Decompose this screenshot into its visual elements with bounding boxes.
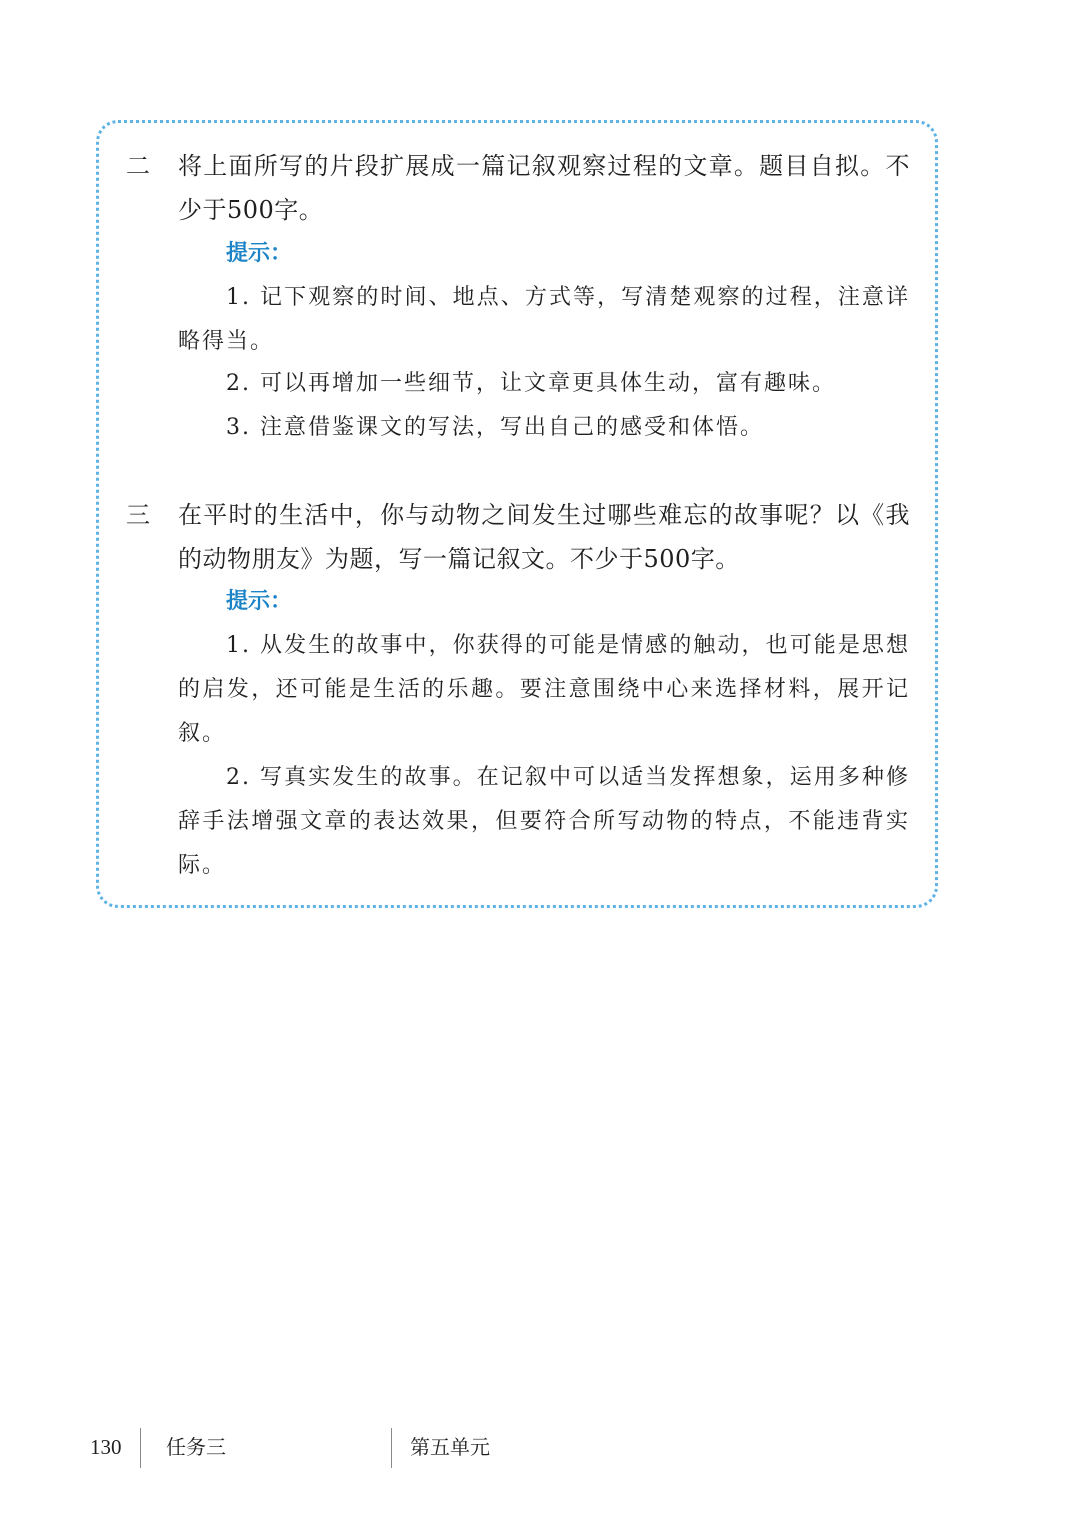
footer-divider [140,1428,141,1468]
page-number: 130 [90,1435,122,1459]
question-text: 将上面所写的片段扩展成一篇记叙观察过程的文章。题目自拟。不少于500字。 [178,152,910,224]
question-number: 三 [126,501,150,529]
hint-item: 2. 可以再增加一些细节，让文章更具体生动，富有趣味。 [226,371,836,396]
footer-task-label: 任务三 [166,1435,226,1459]
hint-item: 3. 注意借鉴课文的写法，写出自己的感受和体悟。 [226,415,764,440]
hint-item: 1. 记下观察的时间、地点、方式等，写清楚观察的过程，注意详略得当。 [178,285,910,354]
footer-divider [391,1428,392,1468]
footer-unit-label: 第五单元 [410,1435,490,1459]
question-text: 在平时的生活中，你与动物之间发生过哪些难忘的故事呢？以《我的动物朋友》为题，写一篇记叙文。不少于500字。 [178,501,910,573]
question-number: 二 [126,152,150,180]
hint-label: 提示： [226,241,293,266]
hint-item: 2. 写真实发生的故事。在记叙中可以适当发挥想象，运用多种修辞手法增强文章的表达效果，但要符合所写动物的特点，不能违背实际。 [178,765,910,878]
hint-item: 1. 从发生的故事中，你获得的可能是情感的触动，也可能是思想的启发，还可能是生活的乐趣。要注意围绕中心来选择材料，展开记叙。 [178,633,910,746]
hint-label: 提示： [226,589,293,614]
